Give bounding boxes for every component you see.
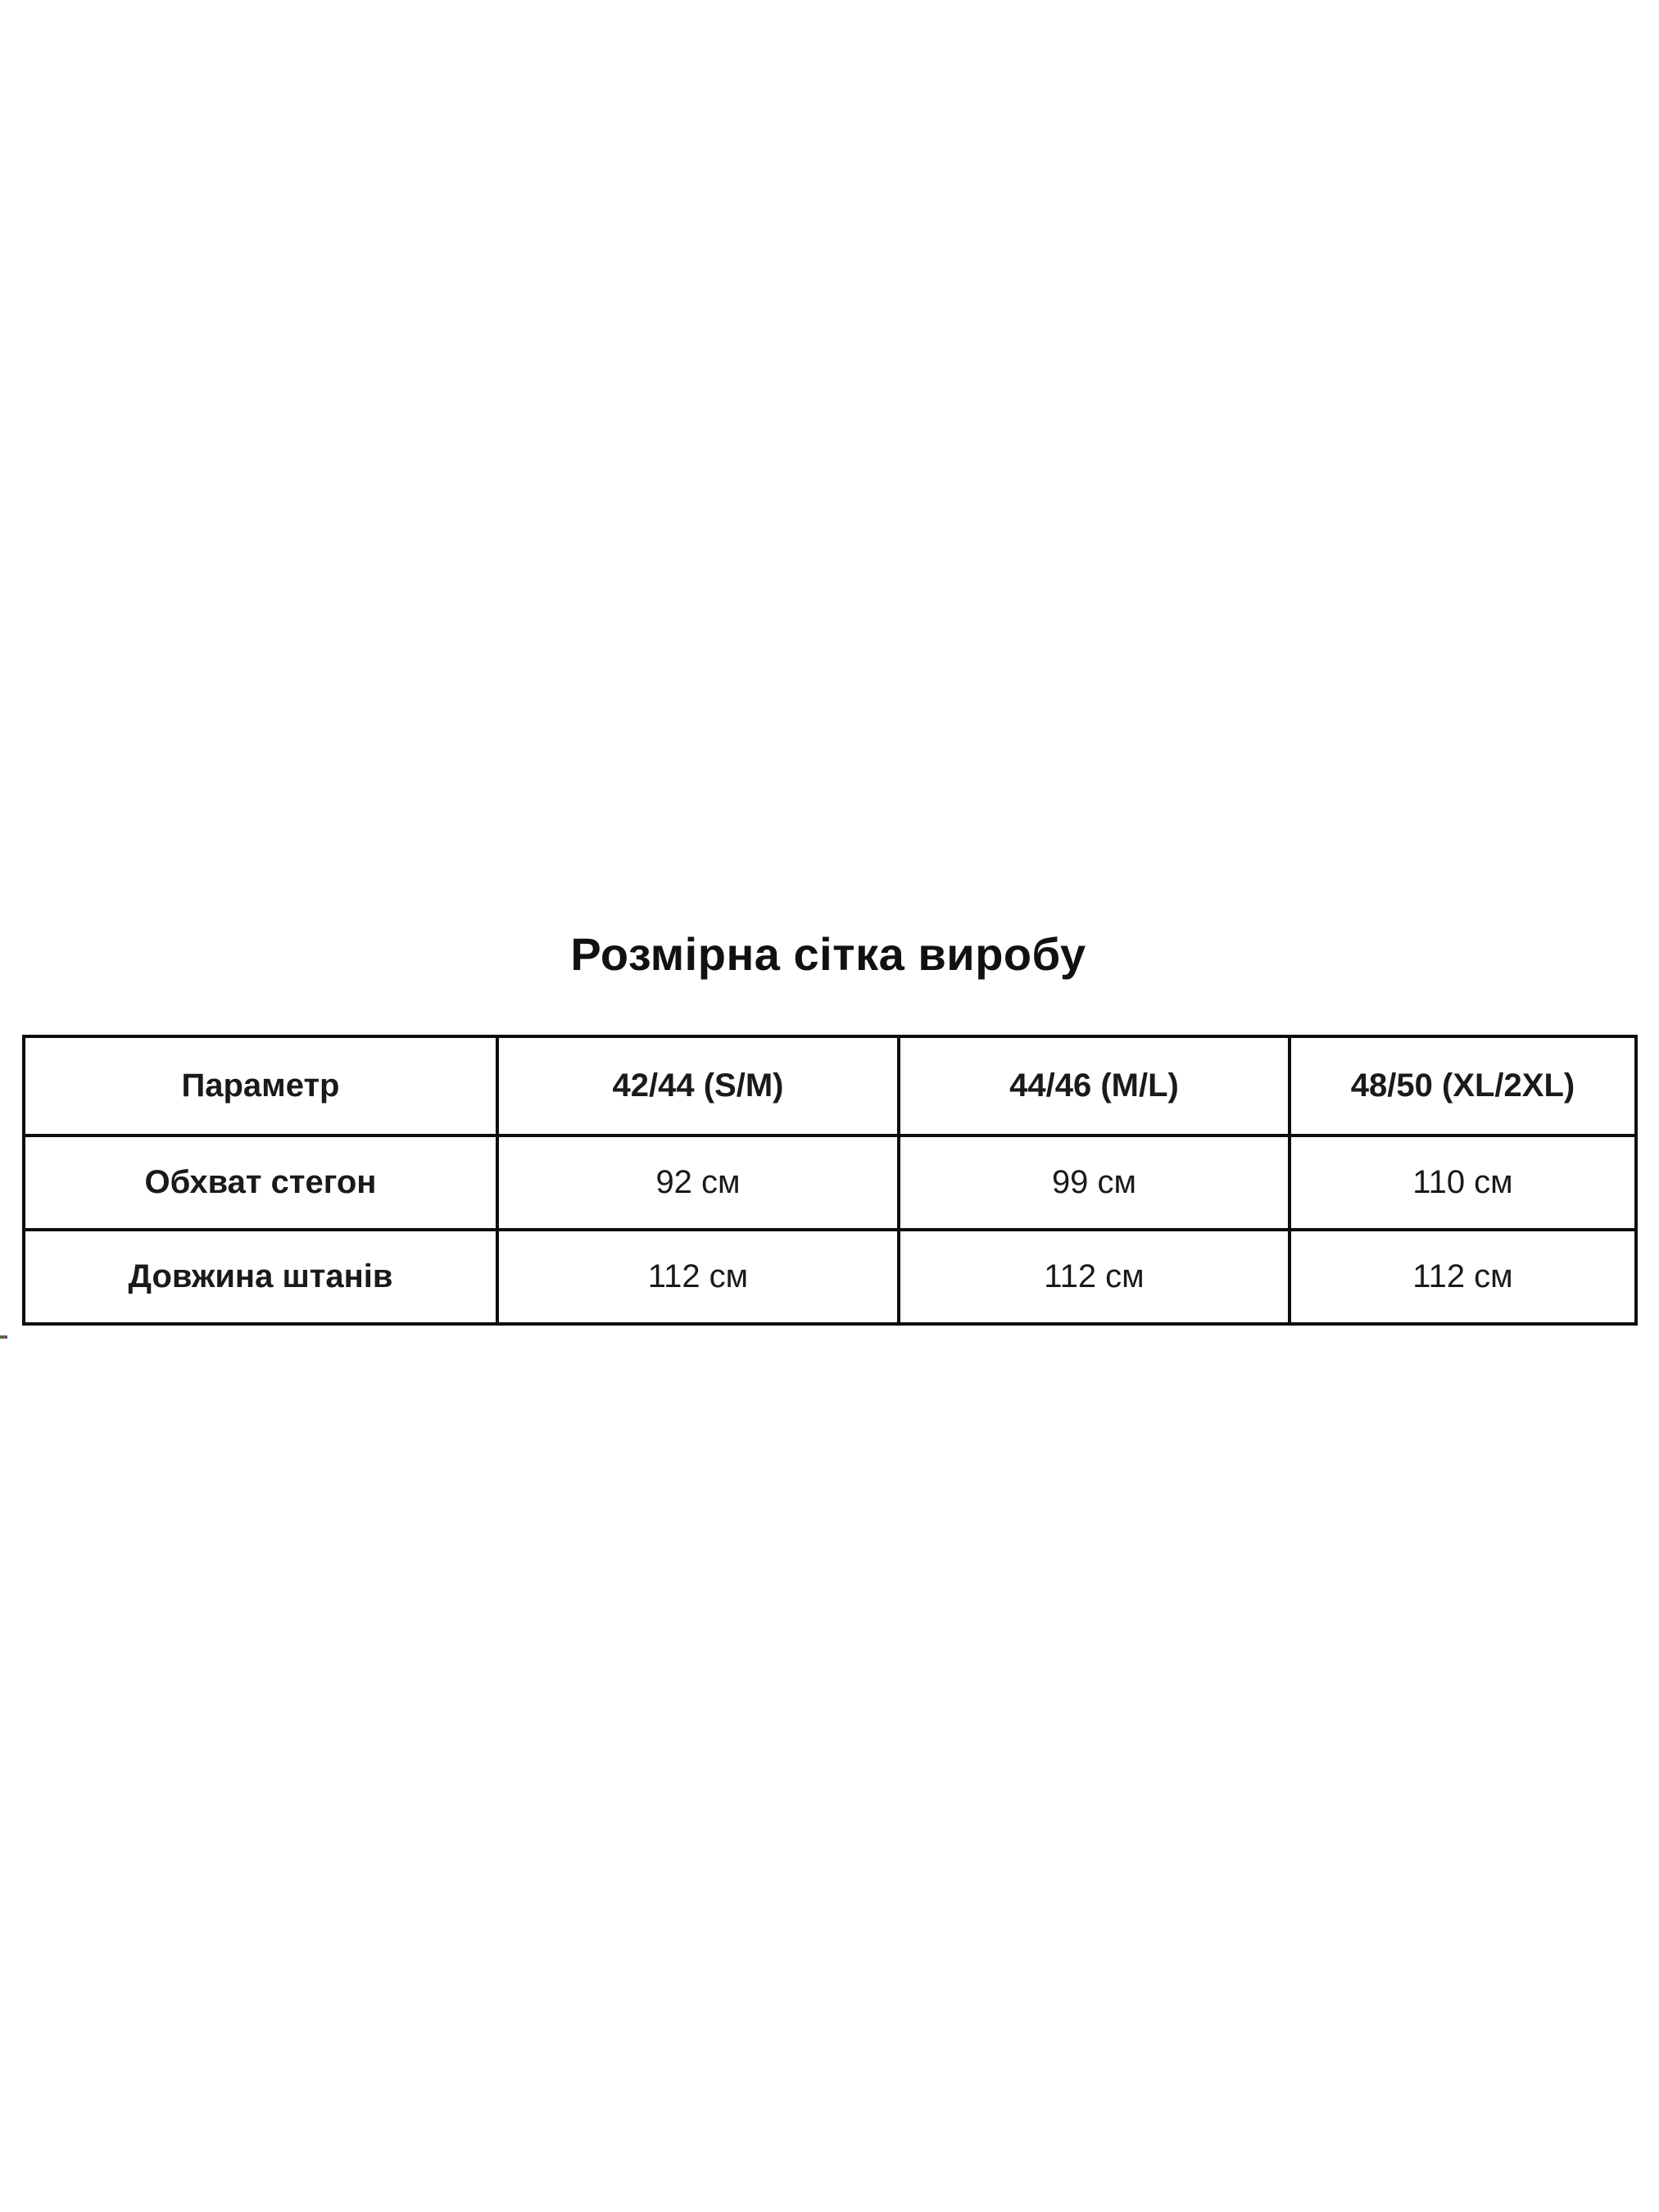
hips-value-sm: 92 см (497, 1135, 899, 1230)
pants-length-value-sm: 112 см (497, 1230, 899, 1324)
column-header-parameter: Параметр (24, 1036, 497, 1135)
size-chart-table (22, 1035, 1638, 1326)
scan-artifact-dash (0, 1335, 7, 1339)
page-title: Розмірна сітка виробу (570, 928, 1086, 980)
artifact-segment-blue (5, 1335, 7, 1339)
column-header-size-ml: 44/46 (M/L) (899, 1036, 1290, 1135)
table-row-pants-length (24, 1230, 1636, 1324)
table-row-hips (24, 1135, 1636, 1230)
hips-value-ml: 99 см (899, 1135, 1290, 1230)
row-label-pants-length: Довжина штанів (24, 1230, 497, 1324)
column-header-size-sm: 42/44 (S/M) (497, 1036, 899, 1135)
row-label-hips: Обхват стегон (24, 1135, 497, 1230)
table-header-row (24, 1036, 1636, 1135)
column-header-size-xl: 48/50 (XL/2XL) (1290, 1036, 1636, 1135)
pants-length-value-xl: 112 см (1290, 1230, 1636, 1324)
pants-length-value-ml: 112 см (899, 1230, 1290, 1324)
hips-value-xl: 110 см (1290, 1135, 1636, 1230)
